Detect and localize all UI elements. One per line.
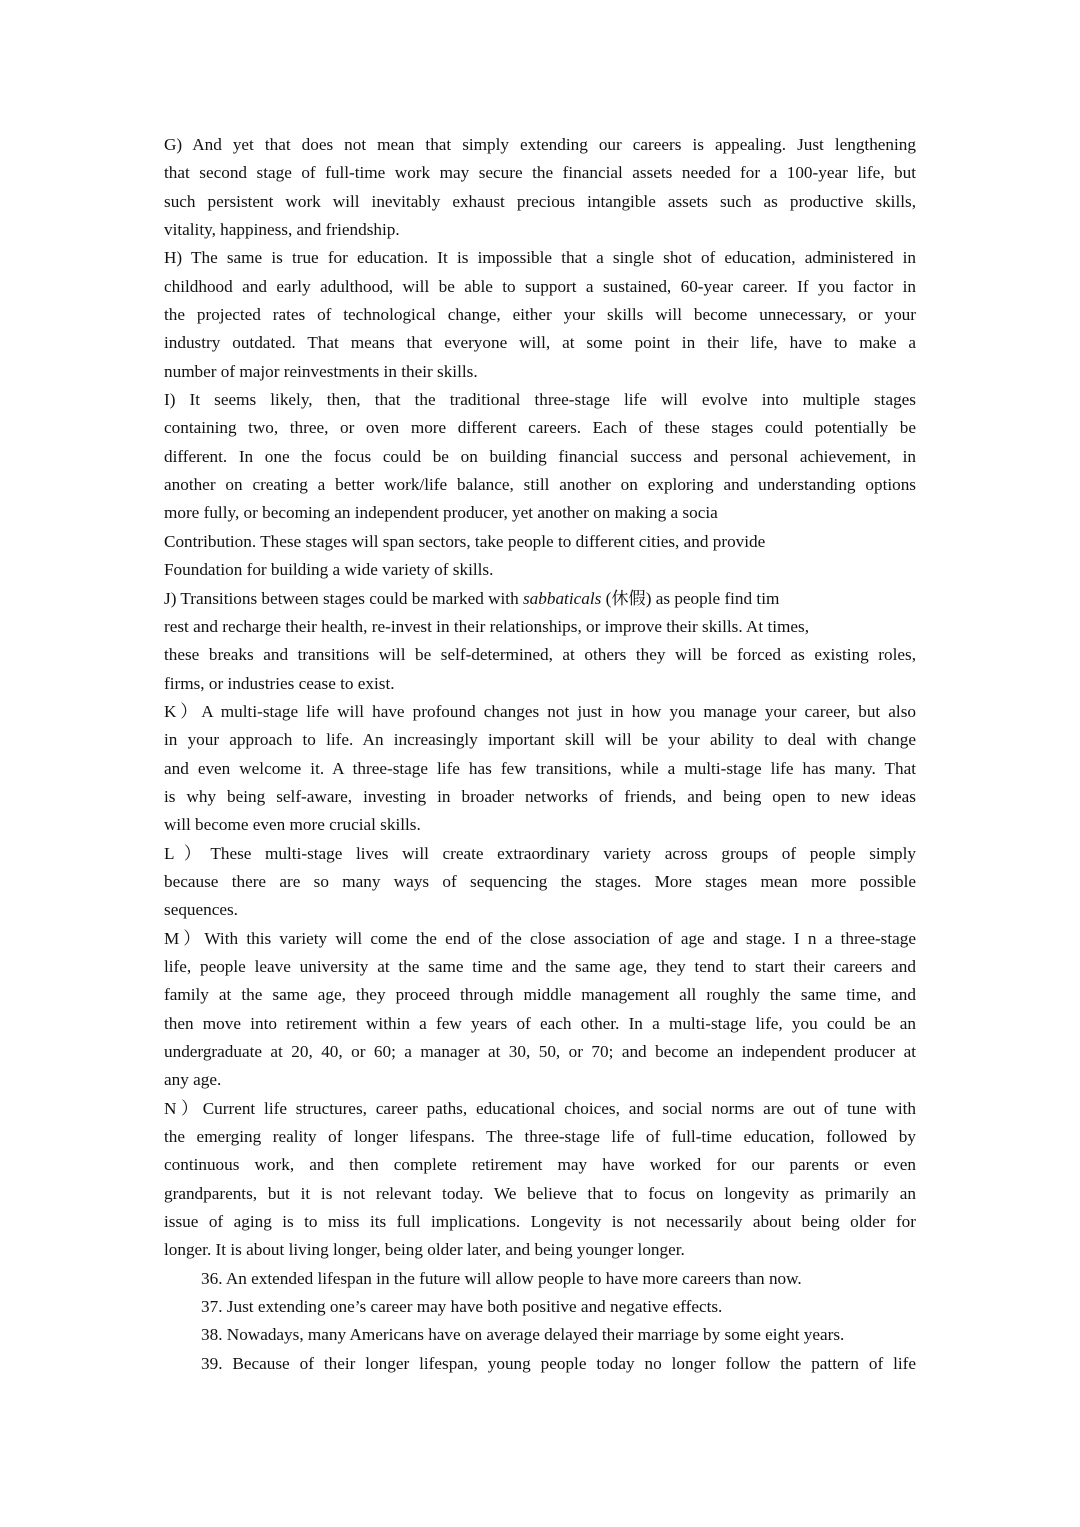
text-line: another on creating a better work/life balance, still another on exploring and understanding options <box>164 475 916 495</box>
paragraph-g <box>164 131 916 244</box>
text-line: K）A multi-stage life will have profound changes not just in how you manage your career, but also <box>164 701 916 721</box>
text-line: industry outdated. That means that everyone will, at some point in their life, have to make a <box>164 333 916 353</box>
text-line: undergraduate at 20, 40, or 60; a manager at 30, 50, or 70; and become an independent producer at <box>164 1042 916 1061</box>
text-line: N）Current life structures, career paths, educational choices, and social norms are out of tune with <box>164 1098 916 1118</box>
paragraph-i <box>164 386 916 584</box>
text-line: such persistent work will inevitably exhaust precious intangible assets such as productive skills, <box>164 191 916 211</box>
question-39: 39. Because of their longer lifespan, young people today no longer follow the pattern of life <box>201 1353 916 1373</box>
text-line: will become even more crucial skills. <box>164 815 421 835</box>
text-line: these breaks and transitions will be self-determined, at others they will be forced as existing roles, <box>164 645 916 665</box>
text-line: that second stage of full-time work may secure the financial assets needed for a 100-year life, but <box>164 163 916 183</box>
text-line: is why being self-aware, investing in broader networks of friends, and being open to new ideas <box>164 786 916 806</box>
text-line: L）These multi-stage lives will create extraordinary variety across groups of people simply <box>164 843 916 863</box>
text-line: H) The same is true for education. It is impossible that a single shot of education, administered in <box>164 248 916 268</box>
text-line: Contribution. These stages will span sectors, take people to different cities, and provide <box>164 531 766 551</box>
text-line: longer. It is about living longer, being older later, and being younger longer. <box>164 1240 685 1260</box>
question-37: 37. Just extending one’s career may have both positive and negative effects. <box>201 1297 723 1317</box>
question-38: 38. Nowadays, many Americans have on average delayed their marriage by some eight years. <box>201 1325 845 1345</box>
italic-term: sabbaticals <box>522 588 602 608</box>
text-line: sequences. <box>164 900 238 920</box>
text-line: different. In one the focus could be on building financial success and personal achievement, in <box>164 446 916 466</box>
text-line: and even welcome it. A three-stage life has few transitions, while a multi-stage life has many. That <box>164 758 916 778</box>
text-line: the emerging reality of longer lifespans. The three-stage life of full-time education, followed by <box>164 1127 916 1147</box>
text-line: more fully, or becoming an independent producer, yet another on making a socia <box>164 503 718 523</box>
text-line: because there are so many ways of sequencing the stages. More stages mean more possible <box>164 871 916 891</box>
paragraph-k <box>164 698 916 840</box>
text-line: firms, or industries cease to exist. <box>164 673 395 693</box>
text-line <box>164 585 916 613</box>
text-line: vitality, happiness, and friendship. <box>164 220 400 240</box>
question-list <box>164 1265 916 1378</box>
text-line: I) It seems likely, then, that the traditional three-stage life will evolve into multiple stages <box>164 390 916 410</box>
paragraph-m <box>164 925 916 1095</box>
text-line: life, people leave university at the same time and the same age, they tend to start their careers and <box>164 956 916 976</box>
text-line: the projected rates of technological change, either your skills will become unnecessary, or your <box>164 305 916 325</box>
text-segment: (休假) as people find tim <box>601 588 780 608</box>
text-segment: J) Transitions between stages could be marked with <box>164 588 523 608</box>
text-line: family at the same age, they proceed through middle management all roughly the same time, and <box>164 985 916 1005</box>
text-line: then move into retirement within a few years of each other. In a multi-stage life, you could be an <box>164 1013 916 1033</box>
text-line: Foundation for building a wide variety of skills. <box>164 560 494 580</box>
paragraph-j <box>164 585 916 698</box>
paragraph-h <box>164 244 916 386</box>
text-line: M）With this variety will come the end of the close association of age and stage. I n a three-stage <box>164 928 916 948</box>
text-line: childhood and early adulthood, will be able to support a sustained, 60-year career. If you factor in <box>164 276 916 296</box>
question-36: 36. An extended lifespan in the future will allow people to have more careers than now. <box>201 1268 802 1288</box>
text-line: number of major reinvestments in their skills. <box>164 361 478 381</box>
text-line: any age. <box>164 1070 222 1090</box>
text-line: in your approach to life. An increasingly important skill will be your ability to deal with change <box>164 730 916 750</box>
text-line: issue of aging is to miss its full implications. Longevity is not necessarily about being older for <box>164 1212 916 1232</box>
text-line: G) And yet that does not mean that simply extending our careers is appealing. Just lengthening <box>164 135 916 154</box>
paragraph-l <box>164 840 916 925</box>
text-line: rest and recharge their health, re-invest in their relationships, or improve their skills. At times, <box>164 616 810 636</box>
text-line: containing two, three, or oven more different careers. Each of these stages could potentially be <box>164 418 916 438</box>
text-line: continuous work, and then complete retirement may have worked for our parents or even <box>164 1155 916 1175</box>
text-line: grandparents, but it is not relevant today. We believe that to focus on longevity as primarily an <box>164 1183 916 1203</box>
document-page <box>164 131 916 1378</box>
paragraph-n <box>164 1095 916 1265</box>
